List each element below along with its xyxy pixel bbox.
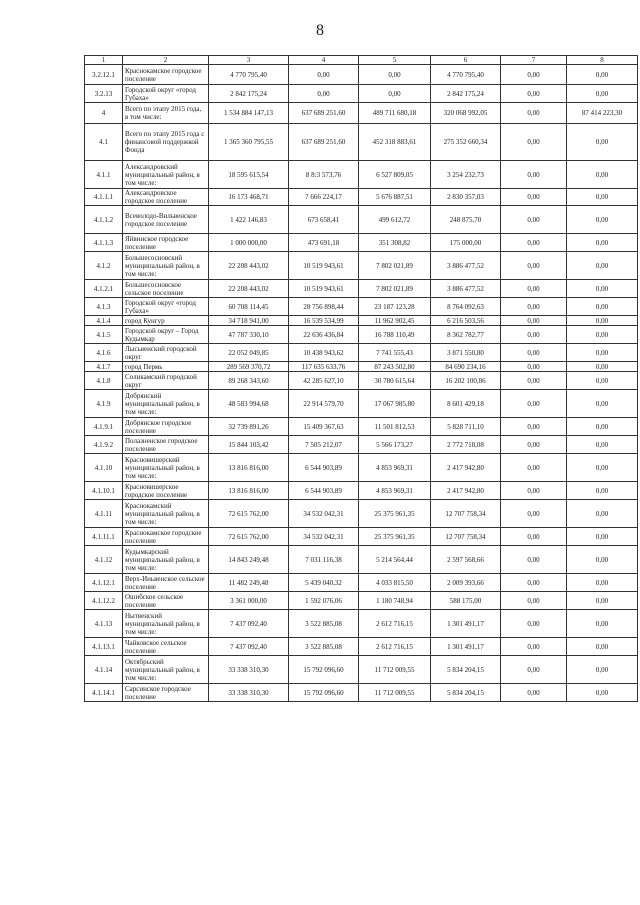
cell-col8: 0,00 <box>567 454 638 482</box>
cell-col8: 0,00 <box>567 500 638 528</box>
cell-col4: 6 544 903,89 <box>289 454 359 482</box>
row-name: Нытвенский муниципальный район, в том числе: <box>123 610 209 638</box>
column-number: 6 <box>431 56 501 65</box>
cell-col7: 0,00 <box>501 610 567 638</box>
cell-total: 2 842 175,24 <box>209 85 289 103</box>
cell-col4: 15 792 096,60 <box>289 684 359 702</box>
table-row <box>85 454 638 482</box>
cell-col4: 3 522 885,08 <box>289 610 359 638</box>
cell-col5: 17 067 985,80 <box>359 390 431 418</box>
cell-col6: 5 834 204,15 <box>431 684 501 702</box>
cell-col7: 0,00 <box>501 390 567 418</box>
cell-col8: 0,00 <box>567 482 638 500</box>
cell-col5: 489 711 680,18 <box>359 103 431 124</box>
cell-col6: 12 707 758,34 <box>431 528 501 546</box>
table-row <box>85 189 638 206</box>
cell-col8: 0,00 <box>567 252 638 280</box>
row-code: 4.1.2.1 <box>85 280 123 298</box>
cell-col5: 452 318 883,61 <box>359 124 431 161</box>
row-name: Добрянский муниципальный район, в том числе: <box>123 390 209 418</box>
row-code: 4.1.1.1 <box>85 189 123 206</box>
cell-col6: 2 830 357,03 <box>431 189 501 206</box>
cell-total: 13 816 816,00 <box>209 482 289 500</box>
cell-col4: 10 519 943,61 <box>289 280 359 298</box>
cell-col4: 637 689 251,60 <box>289 124 359 161</box>
row-code: 4 <box>85 103 123 124</box>
table-row <box>85 390 638 418</box>
row-name: Большесосновский муниципальный район, в том числе: <box>123 252 209 280</box>
cell-total: 22 052 049,85 <box>209 344 289 362</box>
cell-total: 33 338 310,30 <box>209 656 289 684</box>
cell-col4: 473 691,18 <box>289 234 359 252</box>
table-row <box>85 436 638 454</box>
cell-total: 72 615 762,00 <box>209 500 289 528</box>
row-code: 4.1.13 <box>85 610 123 638</box>
cell-col5: 5 566 173,27 <box>359 436 431 454</box>
table-row <box>85 161 638 189</box>
row-code: 4.1.12.1 <box>85 574 123 592</box>
cell-col4: 7 505 212,07 <box>289 436 359 454</box>
cell-col5: 0,00 <box>359 65 431 85</box>
row-code: 4.1.1.2 <box>85 206 123 234</box>
table-row <box>85 326 638 344</box>
cell-col8: 0,00 <box>567 344 638 362</box>
cell-total: 60 708 114,45 <box>209 298 289 316</box>
cell-total: 7 437 092,40 <box>209 638 289 656</box>
cell-col7: 0,00 <box>501 326 567 344</box>
cell-col5: 7 741 555,43 <box>359 344 431 362</box>
cell-col5: 25 375 961,35 <box>359 500 431 528</box>
row-name: Полазненское городское поселение <box>123 436 209 454</box>
cell-col6: 3 254 232,73 <box>431 161 501 189</box>
cell-col4: 6 544 903,89 <box>289 482 359 500</box>
cell-col4: 0,00 <box>289 65 359 85</box>
cell-col6: 2 417 942,80 <box>431 482 501 500</box>
column-number: 8 <box>567 56 638 65</box>
cell-col6: 12 707 758,34 <box>431 500 501 528</box>
cell-col8: 0,00 <box>567 528 638 546</box>
cell-col7: 0,00 <box>501 103 567 124</box>
row-code: 3.2.12.1 <box>85 65 123 85</box>
cell-col6: 8 362 782,77 <box>431 326 501 344</box>
cell-col7: 0,00 <box>501 189 567 206</box>
cell-col5: 87 243 502,80 <box>359 362 431 372</box>
table-row <box>85 574 638 592</box>
cell-col6: 16 202 100,86 <box>431 372 501 390</box>
row-name: Александровское городское поселение <box>123 189 209 206</box>
cell-col7: 0,00 <box>501 454 567 482</box>
cell-col8: 0,00 <box>567 418 638 436</box>
table-row <box>85 610 638 638</box>
row-code: 4.1.14 <box>85 656 123 684</box>
table-row <box>85 656 638 684</box>
row-code: 4.1.9.2 <box>85 436 123 454</box>
row-name: Городской округ – Город Кудымкар <box>123 326 209 344</box>
cell-col5: 5 676 887,51 <box>359 189 431 206</box>
cell-col7: 0,00 <box>501 482 567 500</box>
column-number: 3 <box>209 56 289 65</box>
cell-col7: 0,00 <box>501 656 567 684</box>
row-code: 4.1.12 <box>85 546 123 574</box>
row-code: 4.1.13.1 <box>85 638 123 656</box>
row-name: Городской округ «город Губаха» <box>123 298 209 316</box>
cell-total: 22 208 443,02 <box>209 280 289 298</box>
cell-col8: 0,00 <box>567 656 638 684</box>
table-row <box>85 252 638 280</box>
cell-col6: 6 216 503,56 <box>431 316 501 326</box>
column-number-row <box>85 56 638 65</box>
row-name: Александровский муниципальный район, в том числе: <box>123 161 209 189</box>
cell-total: 47 787 330,10 <box>209 326 289 344</box>
cell-col5: 4 853 969,31 <box>359 482 431 500</box>
cell-col8: 0,00 <box>567 362 638 372</box>
cell-col4: 16 539 534,99 <box>289 316 359 326</box>
cell-col4: 0,00 <box>289 85 359 103</box>
row-code: 4.1 <box>85 124 123 161</box>
cell-col5: 4 033 815,50 <box>359 574 431 592</box>
table-row <box>85 344 638 362</box>
cell-col6: 2 842 175,24 <box>431 85 501 103</box>
cell-col7: 0,00 <box>501 161 567 189</box>
row-name: Краснокамский муниципальный район, в том числе: <box>123 500 209 528</box>
cell-col7: 0,00 <box>501 684 567 702</box>
cell-col4: 22 914 579,70 <box>289 390 359 418</box>
cell-col5: 11 501 812,53 <box>359 418 431 436</box>
cell-col8: 0,00 <box>567 436 638 454</box>
cell-col5: 5 214 564,44 <box>359 546 431 574</box>
cell-col4: 673 658,41 <box>289 206 359 234</box>
cell-col7: 0,00 <box>501 344 567 362</box>
row-name: Краснокамское городское поселение <box>123 65 209 85</box>
cell-col4: 3 522 885,08 <box>289 638 359 656</box>
cell-col8: 0,00 <box>567 316 638 326</box>
cell-total: 89 268 343,60 <box>209 372 289 390</box>
row-name: Городской округ «город Губаха» <box>123 85 209 103</box>
row-code: 4.1.10.1 <box>85 482 123 500</box>
table-row <box>85 500 638 528</box>
cell-total: 7 437 092,40 <box>209 610 289 638</box>
cell-col4: 117 635 633,76 <box>289 362 359 372</box>
cell-col6: 3 886 477,52 <box>431 280 501 298</box>
table-row <box>85 65 638 85</box>
cell-total: 32 739 891,26 <box>209 418 289 436</box>
cell-col5: 1 180 748,94 <box>359 592 431 610</box>
cell-col4: 10 438 943,62 <box>289 344 359 362</box>
cell-col7: 0,00 <box>501 124 567 161</box>
cell-total: 4 770 795,40 <box>209 65 289 85</box>
cell-total: 72 615 762,00 <box>209 528 289 546</box>
row-code: 4.1.2 <box>85 252 123 280</box>
cell-col4: 637 689 251,60 <box>289 103 359 124</box>
table-row <box>85 85 638 103</box>
row-name: Октябрьский муниципальный район, в том числе: <box>123 656 209 684</box>
row-code: 4.1.1.3 <box>85 234 123 252</box>
row-name: Яйвинское городское поселение <box>123 234 209 252</box>
row-name: Соликамский городской округ <box>123 372 209 390</box>
cell-col7: 0,00 <box>501 252 567 280</box>
row-name: Добрянское городское поселение <box>123 418 209 436</box>
cell-total: 11 482 249,48 <box>209 574 289 592</box>
cell-col7: 0,00 <box>501 574 567 592</box>
cell-col5: 16 788 110,49 <box>359 326 431 344</box>
table-row <box>85 298 638 316</box>
cell-col7: 0,00 <box>501 372 567 390</box>
cell-col6: 2 597 568,66 <box>431 546 501 574</box>
row-code: 4.1.4 <box>85 316 123 326</box>
page-number: 8 <box>316 22 324 39</box>
cell-col7: 0,00 <box>501 206 567 234</box>
cell-total: 289 569 370,72 <box>209 362 289 372</box>
cell-col8: 0,00 <box>567 592 638 610</box>
cell-col4: 15 409 367,63 <box>289 418 359 436</box>
row-name: Красновишерский муниципальный район, в том числе: <box>123 454 209 482</box>
row-name: город Пермь <box>123 362 209 372</box>
cell-total: 14 843 249,48 <box>209 546 289 574</box>
cell-col6: 3 886 477,52 <box>431 252 501 280</box>
cell-col6: 5 828 711,10 <box>431 418 501 436</box>
row-code: 3.2.13 <box>85 85 123 103</box>
cell-col8: 0,00 <box>567 65 638 85</box>
table-row <box>85 372 638 390</box>
cell-col8: 0,00 <box>567 85 638 103</box>
cell-col8: 0,00 <box>567 610 638 638</box>
cell-col5: 6 527 809,05 <box>359 161 431 189</box>
cell-col7: 0,00 <box>501 546 567 574</box>
row-code: 4.1.5 <box>85 326 123 344</box>
cell-col6: 1 301 491,17 <box>431 610 501 638</box>
cell-total: 1 365 360 795,55 <box>209 124 289 161</box>
cell-col5: 2 612 716,15 <box>359 610 431 638</box>
row-code: 4.1.10 <box>85 454 123 482</box>
table-row <box>85 684 638 702</box>
cell-col7: 0,00 <box>501 65 567 85</box>
cell-col8: 0,00 <box>567 684 638 702</box>
cell-col8: 0,00 <box>567 372 638 390</box>
cell-col5: 2 612 716,15 <box>359 638 431 656</box>
cell-col5: 11 962 902,45 <box>359 316 431 326</box>
cell-col7: 0,00 <box>501 500 567 528</box>
row-code: 4.1.7 <box>85 362 123 372</box>
cell-col6: 275 352 660,34 <box>431 124 501 161</box>
row-code: 4.1.1 <box>85 161 123 189</box>
cell-col8: 0,00 <box>567 574 638 592</box>
row-code: 4.1.9 <box>85 390 123 418</box>
row-code: 4.1.11 <box>85 500 123 528</box>
table-row <box>85 234 638 252</box>
cell-col7: 0,00 <box>501 436 567 454</box>
cell-col7: 0,00 <box>501 362 567 372</box>
cell-total: 3 361 000,00 <box>209 592 289 610</box>
cell-total: 48 583 994,68 <box>209 390 289 418</box>
cell-total: 16 173 468,71 <box>209 189 289 206</box>
column-number: 7 <box>501 56 567 65</box>
cell-col6: 588 175,00 <box>431 592 501 610</box>
cell-col5: 25 375 961,35 <box>359 528 431 546</box>
cell-col8: 0,00 <box>567 298 638 316</box>
cell-col8: 0,00 <box>567 390 638 418</box>
cell-col6: 5 834 204,15 <box>431 656 501 684</box>
cell-col6: 3 871 550,80 <box>431 344 501 362</box>
cell-col7: 0,00 <box>501 638 567 656</box>
cell-col4: 8 8:3 573,76 <box>289 161 359 189</box>
cell-col8: 0,00 <box>567 638 638 656</box>
cell-col7: 0,00 <box>501 592 567 610</box>
row-name: Всего по этапу 2015 года с финансовой поддержкой Фонда <box>123 124 209 161</box>
cell-total: 34 718 941,00 <box>209 316 289 326</box>
row-name: Всего по этапу 2015 года, в том числе: <box>123 103 209 124</box>
table-row <box>85 103 638 124</box>
cell-col6: 2 772 718,08 <box>431 436 501 454</box>
row-name: Лысьвенский городской округ <box>123 344 209 362</box>
row-code: 4.1.14.1 <box>85 684 123 702</box>
column-number: 5 <box>359 56 431 65</box>
cell-col6: 8 764 092,63 <box>431 298 501 316</box>
cell-total: 1 422 146,83 <box>209 206 289 234</box>
cell-col6: 8 601 429,18 <box>431 390 501 418</box>
table-row <box>85 206 638 234</box>
cell-col5: 499 612,72 <box>359 206 431 234</box>
cell-col6: 84 690 234,16 <box>431 362 501 372</box>
cell-col8: 0,00 <box>567 124 638 161</box>
table-row <box>85 316 638 326</box>
table-row <box>85 528 638 546</box>
cell-col5: 23 187 123,28 <box>359 298 431 316</box>
table-row <box>85 362 638 372</box>
cell-col7: 0,00 <box>501 316 567 326</box>
cell-col8: 0,00 <box>567 280 638 298</box>
funding-table <box>84 55 638 702</box>
row-name: город Кунгур <box>123 316 209 326</box>
cell-total: 1 534 884 147,13 <box>209 103 289 124</box>
cell-col4: 34 532 042,31 <box>289 528 359 546</box>
cell-total: 15 844 103,42 <box>209 436 289 454</box>
row-name: Всеволодо-Вильвенское городское поселение <box>123 206 209 234</box>
cell-col7: 0,00 <box>501 418 567 436</box>
table-row <box>85 418 638 436</box>
cell-col8: 0,00 <box>567 234 638 252</box>
cell-col5: 4 853 969,31 <box>359 454 431 482</box>
table-row <box>85 280 638 298</box>
cell-col5: 11 712 009,55 <box>359 656 431 684</box>
cell-col7: 0,00 <box>501 280 567 298</box>
cell-total: 22 208 443,02 <box>209 252 289 280</box>
row-name: Большесосновское сельское поселение <box>123 280 209 298</box>
cell-col6: 4 770 795,40 <box>431 65 501 85</box>
row-name: Верх-Иньвенское сельское поселение <box>123 574 209 592</box>
cell-col8: 87 414 223,30 <box>567 103 638 124</box>
cell-col6: 175 000,00 <box>431 234 501 252</box>
row-name: Краснокамское городское поселение <box>123 528 209 546</box>
cell-col7: 0,00 <box>501 298 567 316</box>
row-code: 4.1.12.2 <box>85 592 123 610</box>
cell-col6: 2 417 942,80 <box>431 454 501 482</box>
cell-total: 33 338 310,30 <box>209 684 289 702</box>
cell-col5: 0,00 <box>359 85 431 103</box>
table-row <box>85 124 638 161</box>
cell-col8: 0,00 <box>567 546 638 574</box>
column-number: 2 <box>123 56 209 65</box>
cell-col4: 10 519 943,61 <box>289 252 359 280</box>
row-name: Ошибское сельское поселение <box>123 592 209 610</box>
cell-col8: 0,00 <box>567 206 638 234</box>
cell-col8: 0,00 <box>567 189 638 206</box>
row-code: 4.1.3 <box>85 298 123 316</box>
cell-col4: 28 756 898,44 <box>289 298 359 316</box>
column-number: 1 <box>85 56 123 65</box>
column-number: 4 <box>289 56 359 65</box>
row-code: 4.1.11.1 <box>85 528 123 546</box>
cell-col4: 5 439 040,32 <box>289 574 359 592</box>
cell-col7: 0,00 <box>501 528 567 546</box>
cell-total: 1 000 000,00 <box>209 234 289 252</box>
cell-col5: 7 802 021,89 <box>359 280 431 298</box>
cell-col5: 7 802 021,89 <box>359 252 431 280</box>
cell-col4: 7 031 116,38 <box>289 546 359 574</box>
cell-total: 13 816 816,00 <box>209 454 289 482</box>
cell-col6: 320 068 992,05 <box>431 103 501 124</box>
table-body <box>85 56 638 702</box>
cell-total: 18 595 615,54 <box>209 161 289 189</box>
cell-col4: 15 792 096,60 <box>289 656 359 684</box>
row-code: 4.1.8 <box>85 372 123 390</box>
table-row <box>85 592 638 610</box>
row-name: Сарсинское городское поселение <box>123 684 209 702</box>
cell-col4: 22 636 436,84 <box>289 326 359 344</box>
cell-col4: 34 532 042,31 <box>289 500 359 528</box>
cell-col4: 7 666 224,17 <box>289 189 359 206</box>
cell-col8: 0,00 <box>567 161 638 189</box>
cell-col6: 1 301 491,17 <box>431 638 501 656</box>
cell-col5: 351 308,82 <box>359 234 431 252</box>
row-name: Чайковское сельское поселение <box>123 638 209 656</box>
row-code: 4.1.6 <box>85 344 123 362</box>
cell-col4: 42 285 627,10 <box>289 372 359 390</box>
cell-col8: 0,00 <box>567 326 638 344</box>
table-row <box>85 482 638 500</box>
table-row <box>85 638 638 656</box>
cell-col7: 0,00 <box>501 85 567 103</box>
cell-col5: 11 712 009,55 <box>359 684 431 702</box>
cell-col5: 30 780 615,64 <box>359 372 431 390</box>
cell-col6: 248 875,70 <box>431 206 501 234</box>
row-name: Красновишерское городское поселение <box>123 482 209 500</box>
cell-col4: 1 592 076,06 <box>289 592 359 610</box>
row-name: Кудымкарский муниципальный район, в том числе: <box>123 546 209 574</box>
cell-col7: 0,00 <box>501 234 567 252</box>
table-row <box>85 546 638 574</box>
cell-col6: 2 009 393,66 <box>431 574 501 592</box>
row-code: 4.1.9.1 <box>85 418 123 436</box>
